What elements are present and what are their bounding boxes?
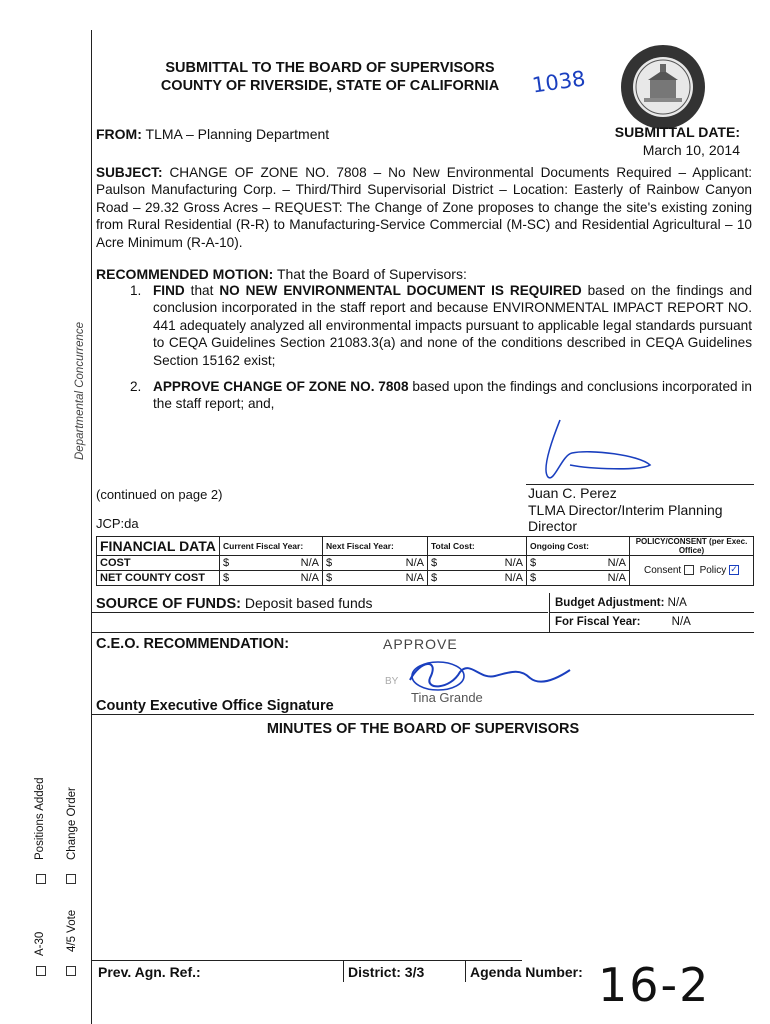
director-signature [520,415,670,485]
signer-title-2: Director [528,518,578,534]
check-change-order[interactable] [66,870,76,888]
signer-name: Juan C. Perez [528,485,617,501]
table-row [97,537,754,556]
left-margin-rule [91,30,92,1024]
header-line-2: COUNTY OF RIVERSIDE, STATE OF CALIFORNIA [160,78,500,94]
check-a30[interactable] [36,962,46,980]
table-row [97,556,754,571]
check-45-vote[interactable] [66,962,76,980]
consent-checkbox[interactable] [684,565,694,575]
table-cell: $ N/A [323,556,428,571]
divider [343,960,344,982]
motion-item-number: 2. [130,379,142,394]
motion-item-1 [130,282,752,369]
header-line-1: SUBMITTAL TO THE BOARD OF SUPERVISORS [165,60,495,76]
side-label-departmental-concurrence: Departmental Concurrence [74,321,86,460]
table-cell: $ N/A [428,556,527,571]
footer-rule [92,960,522,961]
table-cell: $ N/A [220,571,323,586]
four-fifths-vote-label: 4/5 Vote [66,909,78,952]
ceo-signature-label: County Executive Office Signature [96,698,334,714]
minutes-heading: MINUTES OF THE BOARD OF SUPERVISORS [266,721,580,737]
continued-note: (continued on page 2) [96,487,223,502]
subject-text: CHANGE OF ZONE NO. 7808 – No New Environmental Documents Required – Applicant: Paulson Manufacturing Corp. – Third/Third Supervisorial District – Location: Easterly of Rainbow Canyon Road – 29.32 Gross Acres – REQUEST: The Change of Zone proposes to change the site's existing zoning from Rural Residential (R-R) to Manufacturing-Service Commercial (M-SC) and Residential Agricultural – 10 Acre Minimum (R-A-10). [96,165,752,250]
divider [465,960,466,982]
approve-stamp: APPROVE [383,636,458,652]
motion-item-2 [130,378,752,413]
col-header: Ongoing Cost: [527,537,630,556]
from-label: FROM: [96,126,142,142]
row-label: NET COUNTY COST [97,571,220,586]
budget-adjustment: Budget Adjustment: N/A [555,597,687,609]
financial-data-table [96,536,754,586]
motion-item-lead: APPROVE CHANGE OF ZONE NO. 7808 [153,379,409,394]
signer-title-1: TLMA Director/Interim Planning [528,501,723,518]
motion-item-lead: FIND [153,283,185,298]
from-value: TLMA – Planning Department [145,126,330,142]
table-cell: $ N/A [428,571,527,586]
table-cell: $ N/A [527,556,630,571]
divider [549,612,754,613]
divider [92,632,754,633]
policy-consent-header: POLICY/CONSENT (per Exec. Office) [630,537,754,556]
financial-title: FINANCIAL DATA [97,537,220,556]
motion-item-text: based upon the findings and conclusions incorporated in the staff report; and, [153,379,752,412]
from-line [96,126,329,142]
table-cell: $ N/A [527,571,630,586]
source-value: Deposit based funds [244,595,373,611]
col-header: Total Cost: [428,537,527,556]
initials: JCP:da [96,516,139,531]
table-cell: $ N/A [323,571,428,586]
by-label: BY [385,676,399,687]
positions-added-label: Positions Added [34,777,46,860]
agenda-number: 16-2 [598,958,711,1012]
col-header: Next Fiscal Year: [323,537,428,556]
motion-intro: That the Board of Supervisors: [276,266,467,282]
a30-label: A-30 [34,931,46,956]
signer-block [528,485,723,535]
consent-policy-cell [630,556,754,586]
col-header: Current Fiscal Year: [220,537,323,556]
check-positions-added[interactable] [36,870,46,888]
row-label: COST [97,556,220,571]
submittal-date-label: SUBMITTAL DATE: [614,124,740,140]
district: District: 3/3 [348,964,425,980]
policy-checkbox[interactable]: ✓ [730,564,738,575]
subject-label: SUBJECT: [96,165,163,180]
four-fifths-vote-checkbox[interactable] [66,966,76,976]
prev-agenda-ref: Prev. Agn. Ref.: [98,964,201,980]
consent-label: Consent [643,565,682,576]
source-label: SOURCE OF FUNDS: [96,596,241,612]
divider [92,714,754,715]
motion-heading [96,266,467,282]
motion-item-mid: that [184,283,220,298]
agenda-number-label: Agenda Number: [470,964,583,980]
divider [549,593,550,633]
ceo-signer-name: Tina Grande [411,690,483,705]
source-of-funds [96,595,373,612]
motion-item-text: based on the findings and conclusion incorporated in the staff report and because ENVIRONMENTAL IMPACT REPORT NO. 441 adequately analyzed all environmental impacts pursuant to applicable legal standards pursuant to CEQA Guidelines Section 21083.3(a) and none of the conditions described in CEQA Guidelines Section 15162 exist; [153,283,753,368]
motion-label: RECOMMENDED MOTION: [96,266,274,282]
divider [92,612,548,613]
subject-block [96,164,752,251]
policy-label: Policy [699,565,727,576]
submittal-date: March 10, 2014 [642,142,740,158]
motion-item-bold: NO NEW ENVIRONMENTAL DOCUMENT IS REQUIRED [219,283,582,298]
ceo-recommendation-label: C.E.O. RECOMMENDATION: [96,636,290,652]
table-cell: $ N/A [220,556,323,571]
handwritten-number: 1038 [530,66,587,98]
motion-item-number: 1. [130,283,142,298]
a30-checkbox[interactable] [36,966,46,976]
fiscal-year: For Fiscal Year: N/A [555,616,691,628]
change-order-label: Change Order [66,787,78,860]
change-order-checkbox[interactable] [66,874,76,884]
county-seal [620,44,706,130]
positions-added-checkbox[interactable] [36,874,46,884]
